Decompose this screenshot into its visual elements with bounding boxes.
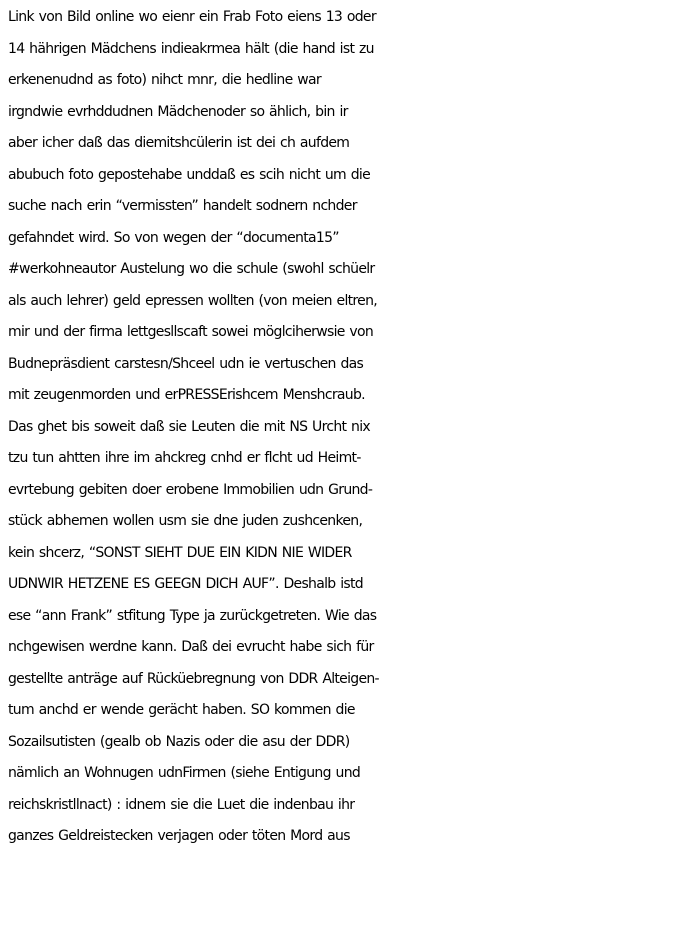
text-line: ese “ann Frank” stfitung Type ja zurückgetreten. Wie das — [8, 607, 377, 624]
text-line: kein shcerz, “SONST SIEHT DUE EIN KIDN NIE WIDER — [8, 544, 352, 561]
text-line: Sozailsutisten (gealb ob Nazis oder die asu der DDR) — [8, 733, 350, 750]
text-line: reichskristllnact) : idnem sie die Luet die indenbau ihr — [8, 796, 355, 813]
text-line: gefahndet wird. So von wegen der “documenta15” — [8, 229, 339, 246]
text-line: mit zeugenmorden und erPRESSErishcem Menshcraub. — [8, 387, 365, 403]
text-line: abubuch foto gepostehabe unddaß es scih nicht um die — [8, 166, 371, 183]
text-line: Das ghet bis soweit daß sie Leuten die mit NS Urcht nix — [8, 418, 371, 435]
text-line: 14 hährigen Mädchens indieakrmea hält (die hand ist zu — [8, 40, 374, 57]
text-line: gestellte anträge auf Rücküebregnung von DDR Alteigen- — [8, 670, 379, 687]
text-line: irgndwie evrhddudnen Mädchenoder so ählich, bin ir — [8, 103, 348, 120]
text-line: #werkohneautor Austelung wo die schule (swohl schüelr — [8, 261, 375, 277]
text-line: aber icher daß das diemitshcülerin ist dei ch aufdem — [8, 135, 350, 151]
text-line: stück abhemen wollen usm sie dne juden zushcenken, — [8, 513, 363, 529]
text-line: nämlich an Wohnugen udnFirmen (siehe Entigung und — [8, 765, 361, 781]
text-line: mir und der firma lettgesllscaft sowei möglciherwsie von — [8, 324, 374, 340]
text-line: Budnepräsdient carstesn/Shceel udn ie vertuschen das — [8, 355, 364, 372]
text-line: erkenenudnd as foto) nihct mnr, die hedline war — [8, 72, 321, 88]
text-line: als auch lehrer) geld epressen wollten (von meien eltren, — [8, 292, 378, 309]
body-text — [8, 2, 684, 853]
text-line: tum anchd er wende gerächt haben. SO kommen die — [8, 702, 355, 718]
text-line: nchgewisen werdne kann. Daß dei evrucht habe sich für — [8, 639, 374, 655]
text-line: Link von Bild online wo eienr ein Frab Foto eiens 13 oder — [8, 9, 376, 25]
text-line: suche nach erin “vermissten” handelt sodnern nchder — [8, 198, 357, 214]
text-line: tzu tun ahtten ihre im ahckreg cnhd er flcht ud Heimt- — [8, 450, 361, 466]
text-line: ganzes Geldreistecken verjagen oder töten Mord aus — [8, 828, 350, 844]
text-line: evrtebung gebiten doer erobene Immobilien udn Grund- — [8, 481, 373, 498]
text-line: UDNWIR HETZENE ES GEEGN DICH AUF”. Deshalb istd — [8, 576, 363, 592]
